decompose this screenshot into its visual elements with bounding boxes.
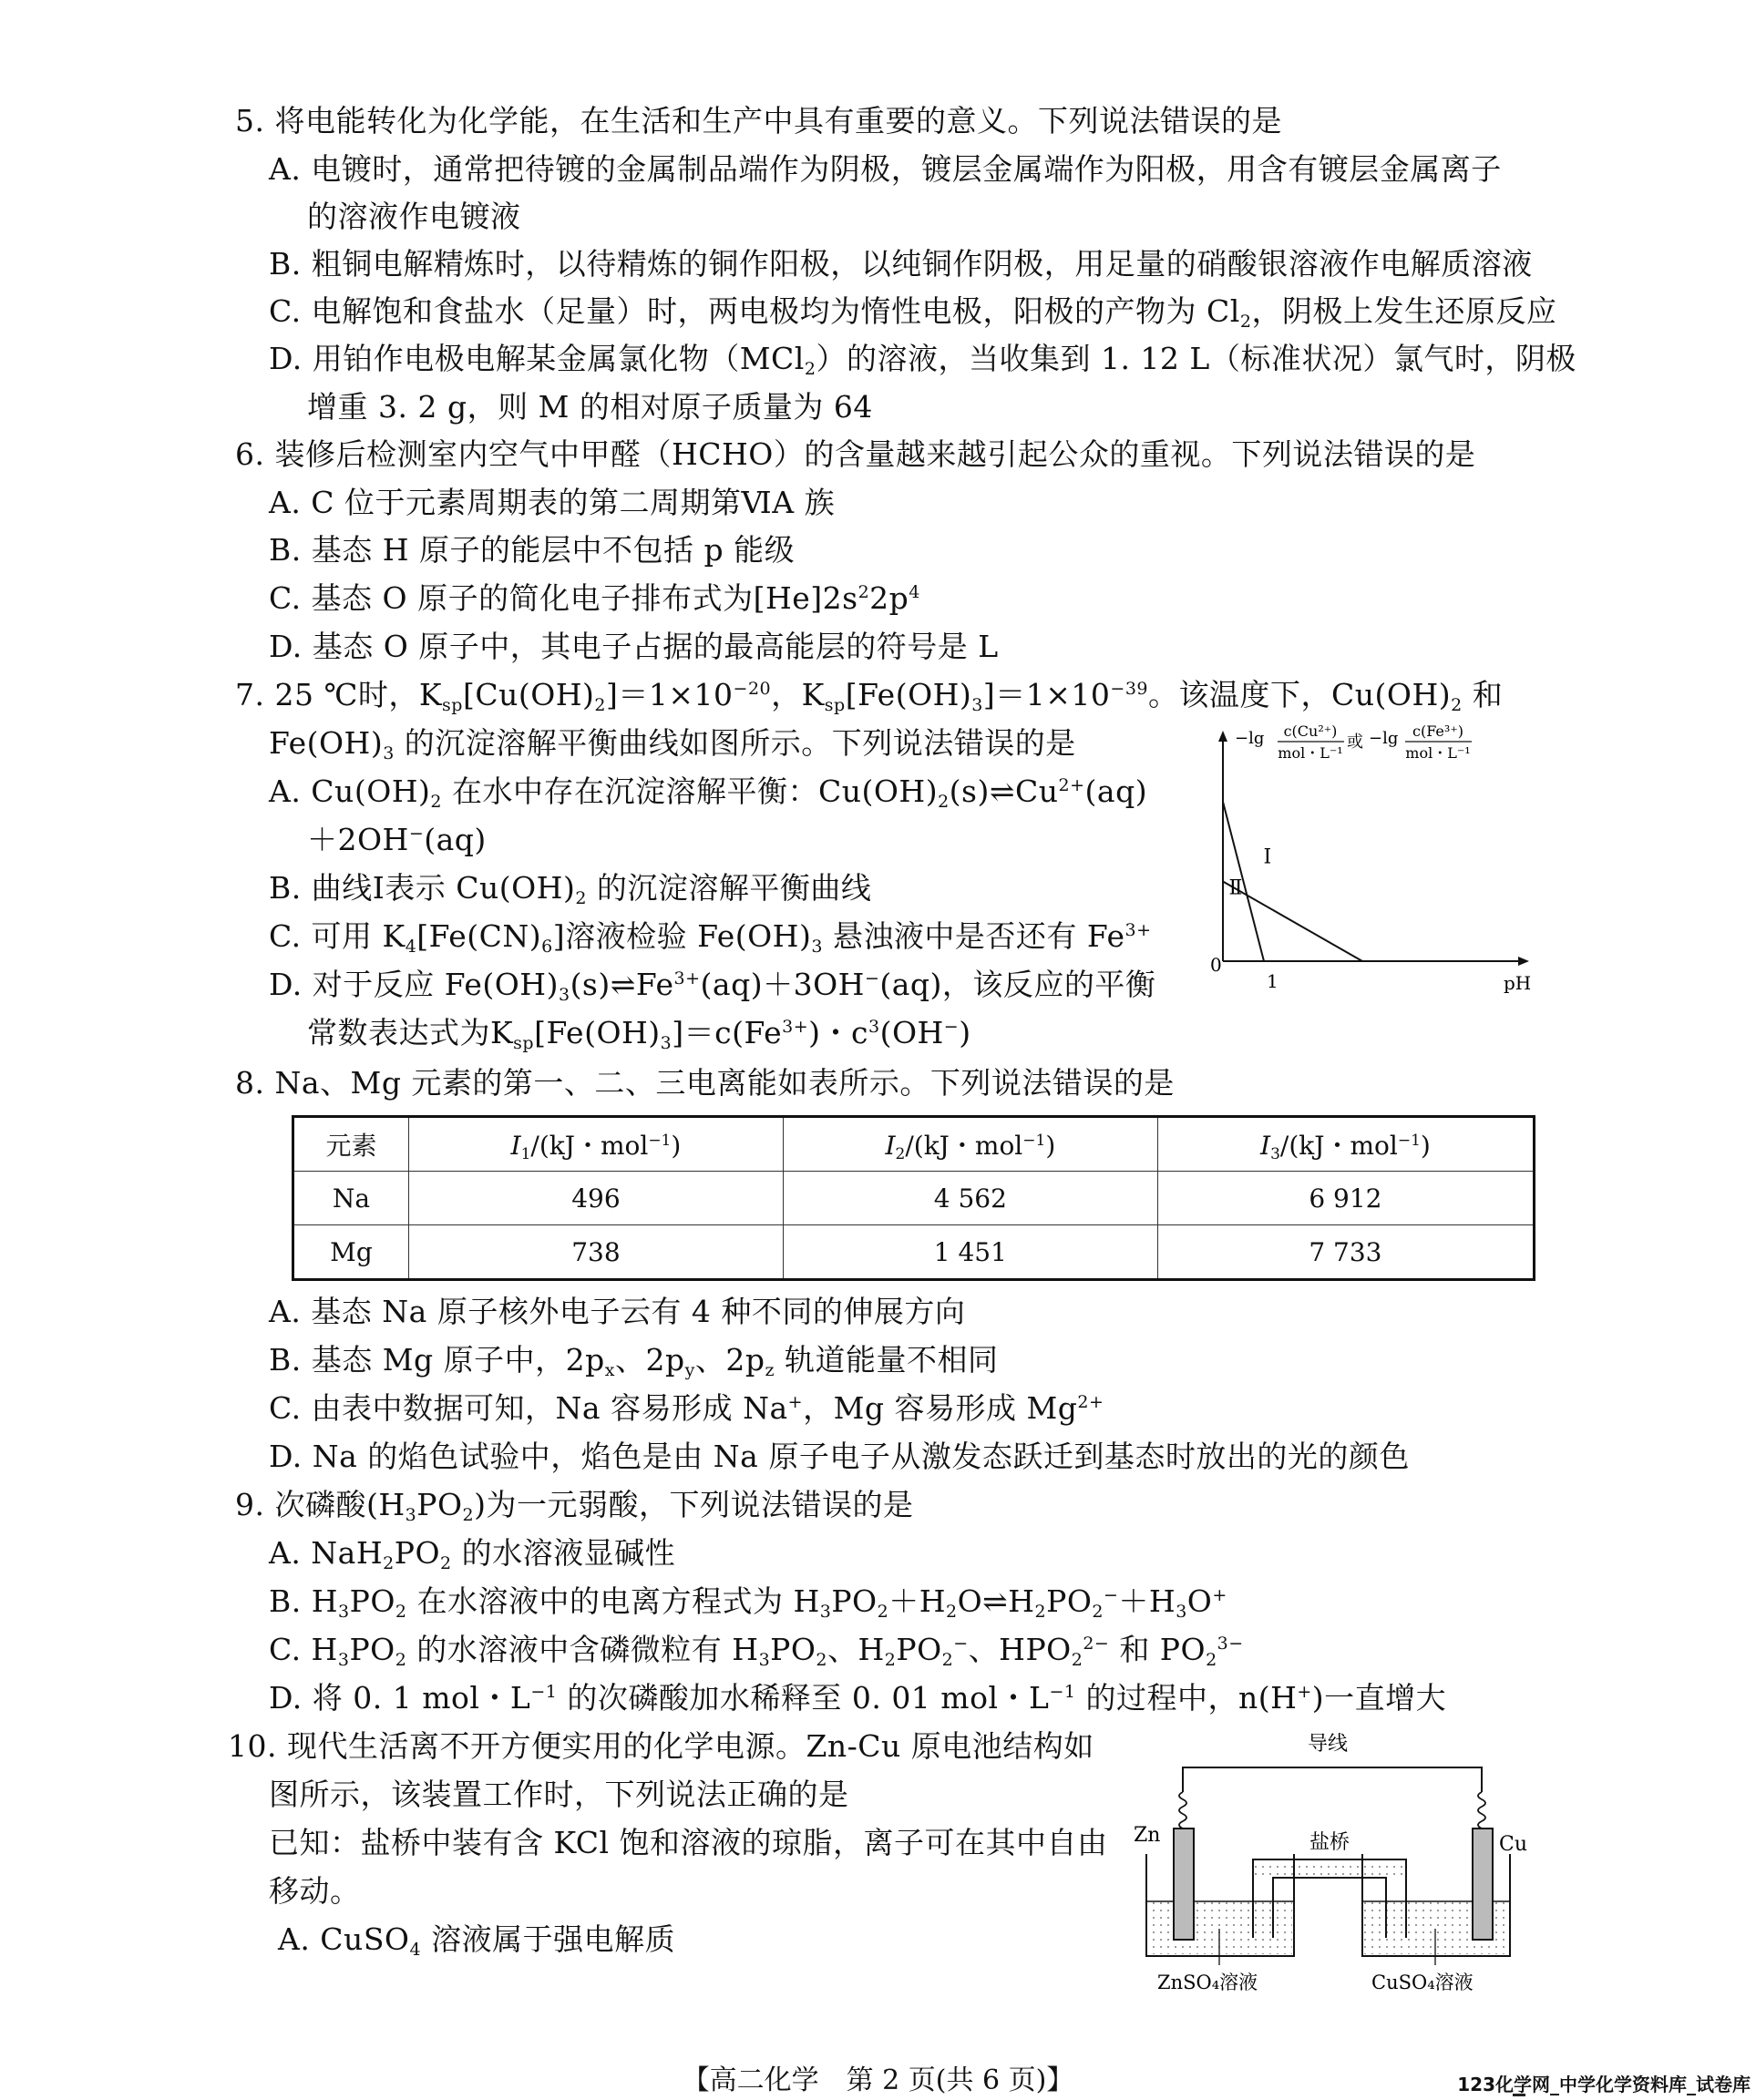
q10-stem-line2: 图所示，该装置工作时，下列说法正确的是	[269, 1777, 849, 1812]
q6-option-b: B. 基态 H 原子的能层中不包括 p 能级	[269, 532, 796, 568]
q6-option-c: C. 基态 O 原子的简化电子排布式为$[He]2s^22p^4$	[269, 580, 920, 616]
q7-solubility-chart	[1194, 720, 1549, 1002]
x-axis-arrow	[1518, 957, 1529, 966]
galvanic-cell-diagram	[1130, 1726, 1531, 2000]
q10-option-a: A. CuSO$_4$ 溶液属于强电解质	[278, 1921, 676, 1960]
curve-1-label: Ⅰ	[1263, 845, 1272, 869]
table-cell: 738	[408, 1225, 783, 1280]
q5-option-b: B. 粗铜电解精炼时，以待精炼的铜作阳极，以纯铜作阴极，用足量的硝酸银溶液作电解质溶液	[269, 246, 1533, 282]
copper-electrode	[1473, 1829, 1493, 1940]
left-spring	[1179, 1792, 1186, 1829]
q8-stem: 8. Na、Mg 元素的第一、二、三电离能如表所示。下列说法错误的是	[235, 1065, 1175, 1101]
q6-option-a: A. C 位于元素周期表的第二周期第ⅥA 族	[269, 485, 836, 520]
table-header-cell: $I_3/(kJ$・mol$^{-1}$)	[1157, 1117, 1534, 1172]
table-cell: 1 451	[783, 1225, 1157, 1280]
q5-option-a-line2: 的溶液作电镀液	[307, 199, 521, 234]
zinc-electrode	[1174, 1829, 1194, 1940]
q9-option-b: B. $H_3PO_2$ 在水溶液中的电离方程式为 $H_3PO_2+H_2O\rightleftharpoons H_2PO_2^-+H_3O^+$	[269, 1583, 1227, 1622]
q10-note-line1: 已知：盐桥中装有含 KCl 饱和溶液的琼脂，离子可在其中自由	[269, 1825, 1108, 1860]
right-spring	[1478, 1792, 1485, 1829]
table-header-cell: $I_2/(kJ$・mol$^{-1}$)	[783, 1117, 1157, 1172]
cu-label: Cu	[1499, 1833, 1528, 1856]
table-cell: 6 912	[1157, 1172, 1534, 1225]
curve-2-label: Ⅱ	[1228, 876, 1243, 900]
wire	[1183, 1767, 1482, 1792]
q5-option-a-line1: A. 电镀时，通常把待镀的金属制品端作为阴极，镀层金属端作为阳极，用含有镀层金属离子	[269, 151, 1502, 187]
q7-stem-line1: 7. 25 ℃时，$K_{sp}[Cu(OH)_2]=1\times 10^{-20}$，$K_{sp}[Fe(OH)_3]=1\times 10^{-39}$。该温度下，$Cu(OH)_2$ 和	[235, 677, 1504, 715]
page-footer: 【高二化学 第 2 页(共 6 页)】	[682, 2064, 1074, 2096]
q7-option-c: C. 可用 $K_4[Fe(CN)_6]$溶液检验 $Fe(OH)_3$ 悬浊液中是否还有 $Fe^{3+}$	[269, 918, 1152, 957]
y-axis-arrow	[1218, 731, 1227, 742]
svg-text:−lg: −lg	[1235, 729, 1265, 748]
q8-option-a: A. 基态 Na 原子核外电子云有 4 种不同的伸展方向	[269, 1294, 966, 1329]
svg-text:或: 或	[1347, 732, 1363, 752]
salt-bridge-fill	[1255, 1861, 1404, 1876]
table-header-cell: $I_1/(kJ$・mol$^{-1}$)	[408, 1117, 783, 1172]
q8-option-b: B. 基态 Mg 原子中，$2p_x$、$2p_y$、$2p_z$ 轨道能量不相同	[269, 1342, 999, 1380]
salt-bridge-label: 盐桥	[1309, 1831, 1350, 1854]
curve-2	[1223, 882, 1362, 962]
svg-text:−lg: −lg	[1369, 729, 1399, 748]
chart-ylabel	[1235, 722, 1472, 762]
q7-option-b: B. 曲线Ⅰ表示 $Cu(OH)_2$ 的沉淀溶解平衡曲线	[269, 870, 872, 908]
svg-text:c(Fe³⁺): c(Fe³⁺)	[1412, 722, 1463, 740]
origin-label: 0	[1210, 954, 1222, 976]
q6-stem: 6. 装修后检测室内空气中甲醛（HCHO）的含量越来越引起公众的重视。下列说法错误的是	[235, 436, 1476, 472]
q7-option-d-line2: 常数表达式为$K_{sp}[Fe(OH)_3]=c(Fe^{3+})$・$c^3(OH^-)$	[307, 1015, 971, 1053]
svg-text:mol・L⁻¹: mol・L⁻¹	[1278, 744, 1343, 762]
q7-stem-line2: $Fe(OH)_3$ 的沉淀溶解平衡曲线如图所示。下列说法错误的是	[269, 725, 1076, 763]
table-cell: 4 562	[783, 1172, 1157, 1225]
right-solution-label: CuSO₄溶液	[1371, 1972, 1474, 1993]
table-row	[293, 1225, 1535, 1280]
zn-label: Zn	[1134, 1824, 1161, 1847]
q10-note-line2: 移动。	[269, 1873, 361, 1909]
q6-option-d: D. 基态 O 原子中，其电子占据的最高能层的符号是 L	[269, 629, 999, 664]
table-cell: 496	[408, 1172, 783, 1225]
q5-option-c: C. 电解饱和食盐水（足量）时，两电极均为惰性电极，阳极的产物为 $Cl_2$，阴极上发生还原反应	[269, 293, 1557, 332]
wire-label: 导线	[1308, 1733, 1349, 1756]
table-row	[293, 1172, 1535, 1225]
table-cell: Mg	[293, 1225, 409, 1280]
q7-option-d-line1: D. 对于反应 $Fe(OH)_3(s)\rightleftharpoons Fe^{3+}(aq)+3OH^-(aq)$，该反应的平衡	[269, 967, 1156, 1005]
q7-option-a-line2: ＋2OH−(aq)	[307, 822, 487, 857]
q8-option-d: D. Na 的焰色试验中，焰色是由 Na 原子电子从激发态跃迁到基态时放出的光的颜色	[269, 1439, 1410, 1474]
table-header-cell: 元素	[293, 1117, 409, 1172]
q5-stem: 5. 将电能转化为化学能，在生活和生产中具有重要的意义。下列说法错误的是	[235, 103, 1282, 138]
q7-option-a-line1: A. $Cu(OH)_2$ 在水中存在沉淀溶解平衡：$Cu(OH)_2(s)\rightleftharpoons Cu^{2+}(aq)$	[269, 773, 1148, 812]
watermark: 123化学网_中学化学资料库_试卷库	[1457, 2074, 1751, 2095]
q10-stem-line1: 10. 现代生活离不开方便实用的化学电源。Zn-Cu 原电池结构如	[228, 1728, 1094, 1764]
q9-option-c: C. $H_3PO_2$ 的水溶液中含磷微粒有 $H_3PO_2$、$H_2PO_2^-$、$HPO_2^{2-}$ 和 $PO_2^{3-}$	[269, 1632, 1244, 1670]
x-tick-1: 1	[1267, 970, 1278, 992]
svg-text:mol・L⁻¹: mol・L⁻¹	[1405, 744, 1471, 762]
q5-option-d-line2: 增重 3. 2 g，则 M 的相对原子质量为 64	[307, 389, 873, 425]
table-cell: Na	[293, 1172, 409, 1225]
table-header-row	[293, 1117, 1535, 1172]
left-solution-label: ZnSO₄溶液	[1157, 1972, 1258, 1993]
ionization-energy-table	[292, 1115, 1535, 1281]
q8-option-c: C. 由表中数据可知，Na 容易形成 Na+，Mg 容易形成 $Mg^{2+}$	[269, 1390, 1104, 1426]
q9-stem: 9. 次磷酸$(H_3PO_2)$为一元弱酸，下列说法错误的是	[235, 1487, 914, 1525]
q5-option-d-line1: D. 用铂作电极电解某金属氯化物（MCl$_2$）的溶液，当收集到 1. 12 L（标准状况）氯气时，阴极	[269, 341, 1576, 379]
table-cell: 7 733	[1157, 1225, 1534, 1280]
x-axis-label: pH	[1504, 972, 1532, 994]
svg-text:c(Cu²⁺): c(Cu²⁺)	[1283, 722, 1338, 740]
q9-option-a: A. $NaH_2PO_2$ 的水溶液显碱性	[269, 1535, 676, 1573]
q9-option-d: D. 将 0. 1 mol・$L^{-1}$ 的次磷酸加水稀释至 0. 01 mol・$L^{-1}$ 的过程中，n(H+)一直增大	[269, 1680, 1447, 1716]
